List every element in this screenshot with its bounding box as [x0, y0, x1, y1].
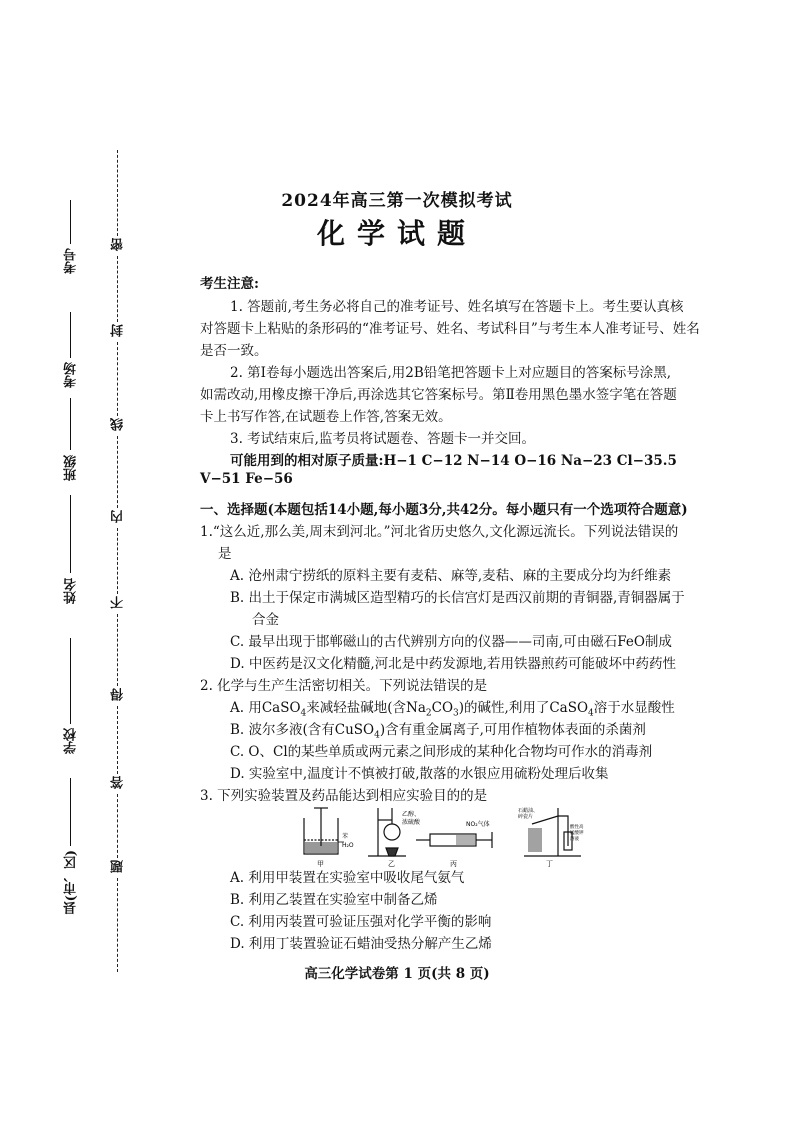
notice-text: 2. 第Ⅰ卷每小题选出答案后,用2B铅笔把答题卡上对应题目的答案标号涂黑,	[230, 365, 672, 381]
seal-char: 不	[111, 596, 126, 609]
label-ding-right: 酸性高	[570, 825, 584, 830]
field-county-line	[70, 778, 71, 846]
seal-char: 密	[111, 238, 126, 251]
seal-dashed-line	[117, 614, 118, 686]
field-class-label: 班级	[64, 455, 79, 481]
option-c: C. 最早出现于邯郸磁山的古代辨别方向的仪器——司南,可由磁石FeO制成	[230, 634, 672, 650]
field-name-label: 姓名	[64, 578, 79, 604]
option-b-text: B. 波尔多液(含有CuSO	[230, 722, 375, 738]
notice-text: 3. 考试结束后,监考员将试题卷、答题卡一并交回。	[230, 431, 535, 447]
seal-dashed-line	[117, 342, 118, 416]
apparatus-jia	[304, 808, 344, 854]
option-a-text: 来减轻盐碱地(含Na	[306, 700, 426, 716]
option-b: 合金	[252, 612, 279, 628]
label-yi-reagent: 乙醇、	[402, 811, 421, 818]
field-exam-number-label: 考号	[64, 248, 79, 274]
apparatus-figure	[296, 806, 586, 872]
seal-dashed-line	[117, 256, 118, 322]
label-yi-reagent: 浓硫酸	[402, 819, 421, 826]
seal-dashed-line	[117, 794, 118, 858]
subscript: 4	[374, 730, 380, 741]
option-b: B. 利用乙装置在实验室中制备乙烯	[230, 892, 438, 908]
subscript: 4	[588, 708, 594, 719]
option-a-text: CO	[431, 700, 454, 716]
label-ding-right: 锰酸钾	[570, 831, 584, 836]
question-stem: 3. 下列实验装置及药品能达到相应实验目的的是	[200, 788, 488, 804]
option-b	[230, 718, 646, 741]
label-ding-right: 溶液	[570, 837, 579, 842]
field-school-line	[70, 638, 71, 724]
field-exam-room-line	[70, 312, 71, 358]
subscript: 4	[300, 708, 307, 719]
option-b-text: )含有重金属离子,可用作植物体表面的杀菌剂	[379, 722, 646, 738]
field-class-line	[70, 398, 71, 450]
label-bing: 丙	[450, 860, 457, 868]
question-stem: 是	[218, 546, 232, 562]
option-d: D. 实验室中,温度计不慎被打破,散落的水银应用硫粉处理后收集	[230, 766, 609, 782]
notice-text: 是否一致。	[200, 343, 268, 359]
subject-title: 化学试题	[316, 217, 477, 250]
option-a-text: )的碱性,利用了CaSO	[458, 700, 589, 716]
field-exam-room-label: 考场	[64, 362, 79, 388]
field-school-label: 学校	[64, 728, 79, 754]
subscript: 2	[425, 708, 432, 719]
seal-dashed-line	[117, 706, 118, 774]
label-ding: 丁	[546, 860, 553, 868]
option-c: C. 利用丙装置可验证压强对化学平衡的影响	[230, 914, 492, 930]
label-jia: 甲	[317, 860, 324, 868]
page-footer: 高三化学试卷第 1 页(共 8 页)	[304, 966, 490, 982]
atomic-masses: 可能用到的相对原子质量:H−1 C−12 N−14 O−16 Na−23 Cl−35.5	[230, 453, 677, 469]
option-a: A. 利用甲装置在实验室中吸收尾气氨气	[230, 870, 465, 886]
option-c: C. O、Cl的某些单质或两元素之间形成的某种化合物均可作水的消毒剂	[230, 744, 653, 760]
seal-char: 题	[111, 860, 126, 873]
seal-char: 得	[111, 688, 126, 701]
notice-text: 卡上书写作答,在试题卷上作答,答案无效。	[200, 409, 452, 425]
label-ding-left: 石蜡油、	[518, 808, 539, 814]
section-heading: 一、选择题(本题包括14小题,每小题3分,共42分。每小题只有一个选项符合题意)	[200, 502, 688, 518]
exam-title: 2024年高三第一次模拟考试	[281, 191, 513, 211]
subscript: 3	[453, 708, 459, 719]
seal-dashed-line	[117, 528, 118, 594]
label-bing-gas: NO₂气体	[466, 821, 490, 828]
label-jia-bottom: H₂O	[342, 842, 354, 849]
notice-text: 对答题卡上粘贴的条形码的“准考证号、姓名、考试科目”与考生本人准考证号、姓名	[200, 321, 700, 337]
seal-char: 答	[111, 776, 126, 789]
seal-dashed-line	[117, 878, 118, 972]
label-yi: 乙	[388, 860, 395, 868]
option-a: A. 沧州肃宁捞纸的原料主要有麦秸、麻等,麦秸、麻的主要成分均为纤维素	[230, 568, 672, 584]
seal-dashed-line	[117, 436, 118, 508]
apparatus-bing	[416, 832, 492, 848]
apparatus-yi	[368, 808, 406, 856]
field-county-label: 县(市、区)	[64, 850, 79, 915]
option-a-text: 溶于水显酸性	[593, 700, 675, 716]
notice-heading: 考生注意:	[200, 276, 259, 292]
question-stem: 2. 化学与生产生活密切相关。下列说法错误的是	[200, 678, 488, 694]
seal-char: 线	[111, 418, 126, 431]
label-jia-top: 苯	[342, 833, 349, 840]
seal-char: 封	[111, 324, 126, 337]
notice-text: 1. 答题前,考生务必将自己的准考证号、姓名填写在答题卡上。考生要认真核	[230, 299, 684, 315]
option-d: D. 利用丁装置验证石蜡油受热分解产生乙烯	[230, 936, 492, 952]
notice-text: 如需改动,用橡皮擦干净后,再涂选其它答案标号。第Ⅱ卷用黑色墨水签字笔在答题	[200, 387, 677, 403]
option-a-text: A. 用CaSO	[230, 700, 301, 716]
field-name-line	[70, 495, 71, 573]
question-stem: 1.“这么近,那么美,周末到河北。”河北省历史悠久,文化源远流长。下列说法错误的	[200, 524, 679, 540]
option-d: D. 中医药是汉文化精髓,河北是中药发源地,若用铁器煎药可能破坏中药药性	[230, 656, 677, 672]
atomic-masses: V−51 Fe−56	[200, 471, 293, 487]
option-b: B. 出土于保定市满城区造型精巧的长信宫灯是西汉前期的青铜器,青铜器属于	[230, 590, 685, 606]
seal-char: 内	[111, 510, 126, 523]
option-a	[230, 696, 675, 719]
label-ding-left: 碎瓷片	[518, 814, 534, 820]
